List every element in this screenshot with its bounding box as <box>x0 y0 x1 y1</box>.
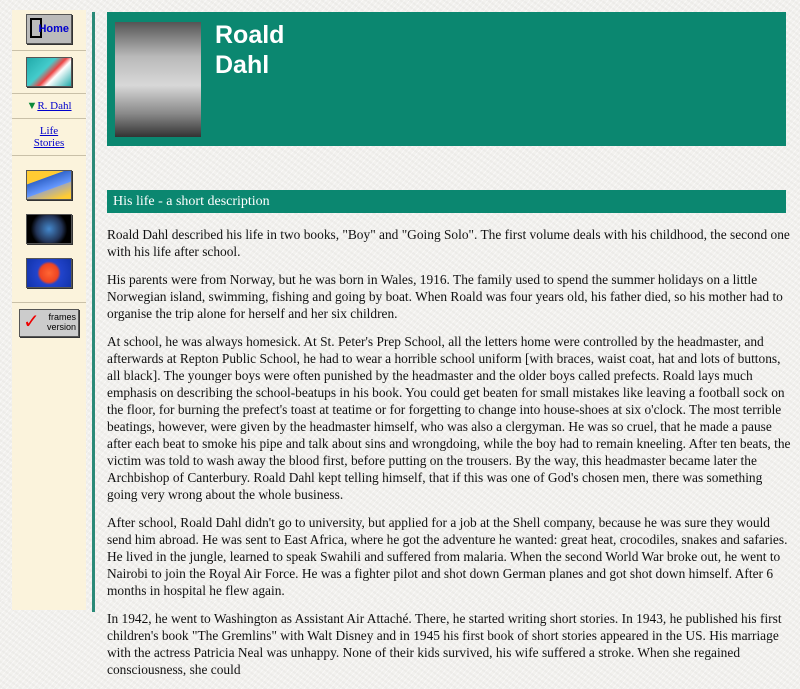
title-line: Roald <box>215 21 285 49</box>
paragraph: Roald Dahl described his life in two books, "Boy" and "Going Solo". The first volume deals with his childhood, the second one with his life after school. <box>107 227 790 259</box>
checkmark-icon: ✓ <box>23 311 40 333</box>
content <box>107 226 791 689</box>
extra-icon[interactable] <box>26 258 72 288</box>
home-label: Home <box>38 23 69 35</box>
frames-label: frames version <box>46 312 76 332</box>
frames-version-button[interactable] <box>19 309 79 337</box>
page-title <box>215 20 284 80</box>
divider <box>12 50 86 51</box>
paragraph: After school, Roald Dahl didn't go to university, but applied for a job at the Shell company, because he was sure they would send him abroad. He was sent to East Africa, where he got the adventure he wanted: great heat, crocodiles, snakes and safaries. He lived in the jungle, learned to speak Swahili and suffered from malaria. When the second World War broke out, he went to Nairobi to join the Royal Air Force. He was a fighter pilot and shot down German planes and got shot down himself. After 6 months in hospital he flew again. <box>107 515 788 598</box>
triangle-down-icon: ▼ <box>26 100 38 112</box>
divider <box>12 93 86 94</box>
paragraph: In 1942, he went to Washington as Assistant Air Attaché. There, he started writing short stories. In 1943, he published his first children's book "The Gremlins" with Walt Disney and in 1945 his first book of short stories appeared in the US. His marriage with the actress Patricia Neal was unhappy. None of their kids survived, his wife suffered a stroke. When she regained consciousness, she could <box>107 611 782 677</box>
header-banner <box>107 12 786 146</box>
rdahl-nav-item <box>12 100 86 112</box>
home-button[interactable] <box>26 14 72 44</box>
section-heading: His life - a short description <box>107 190 786 213</box>
title-line: Dahl <box>215 51 270 79</box>
floppy-disk-icon[interactable] <box>26 170 72 200</box>
balloon-image-link[interactable] <box>26 57 72 87</box>
author-photo <box>115 22 201 137</box>
divider <box>12 155 86 156</box>
divider-line <box>92 12 95 612</box>
rdahl-link[interactable]: R. Dahl <box>37 100 72 112</box>
paragraph: At school, he was always homesick. At St. Peter's Prep School, all the letters home were controlled by the headmaster, and afterwards at Repton Public School, he had to wear a horrible school uniform [with braces, waist coat, hat and lots of buttons, all black]. The younger boys were often punished by the headmaster and the older boys called prefects. Roald lays much emphasis on describing the school-beatups in his book. You could get beaten for small mistakes like leaving a football sock on the floor, for burning the prefect's toast at teatime or for forgetting to change into house-shoes at six o'clock. The most terrible beatings, however, were given by the headmaster himself, who was also a clergyman. He was so cruel, that he made a pause after each beat to smoke his pipe and talk about sins and wrongdoing, while the boy had to remain kneeling. After ten beats, the victim was told to wash away the blood first, before putting on the trousers. By the way, this headmaster became later the Archbishop of Canterbury. Roald Dahl kept telling himself, that if this was one of God's chosen men, there was something going very wrong about the whole business. <box>107 334 791 502</box>
life-stories-link[interactable]: Life Stories <box>33 125 65 149</box>
divider <box>12 302 86 303</box>
paragraph: His parents were from Norway, but he was born in Wales, 1916. The family used to spend the summer holidays on a little Norwegian island, swimming, fishing and going by boat. When Roald was four years old, his father died, so his mother had to organise the trip alone for herself and her six children. <box>107 272 783 321</box>
divider <box>12 118 86 119</box>
www-globe-icon[interactable] <box>26 214 72 244</box>
sidebar <box>12 10 86 610</box>
